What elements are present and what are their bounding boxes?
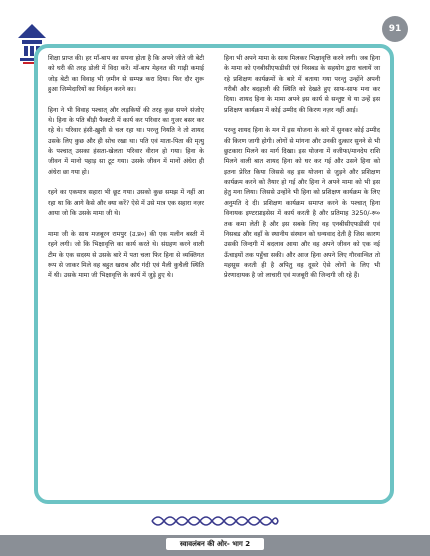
footer-title: स्वावलंबन की ओर- भाग 2 [166, 538, 264, 550]
paragraph: हिना ने भी विवाह पश्चात् और लड़कियों की तरह कुछ सपने संजोए थे। हिना के पति बीड़ी फैक्टरी में कार्य कर परिवार का गुजर बसर कर रहे थे। परिवार हंसी-ख़ुशी से चल रहा था। परन्तु नियति ने तो शायद उसके लिए कुछ और ही सोच रखा था। पति एवं माता-पिता की मृत्यु के पश्चात् उसका हंसता-खेलता परिवार वीरान हो गया। हिना के जीवन में मानो पहाड़ सा टूट गया। उसके जीवन में मानों अंधेरा ही अंधेरा छा गया हो। [48, 106, 204, 176]
paragraph: शिक्षा प्राप्त की। हर माँ-बाप का सपना होता है कि अपने जीते जी बेटी को घरी की तरह डोली में विदा करें। माँ-बाप मेहनत की गाढ़ी कमाई जोड़ बेटी का विवाह भी ज़मीन से सम्पन्न करा दिया। फिर दौर शुरू हुआ जिम्मेदारियों का निर्वहन करने का। [48, 55, 204, 94]
page-number-badge: 91 [382, 16, 408, 42]
paragraph: परन्तु शायद हिना के मन में इस योजना के बारे में सुनकर कोई उम्मीद की किरण जागी होगी। लोगों से मांगना और उनकी दुत्कार सुनने से भी छुटकारा मिलने का मार्ग दिखा। इस योजना में वजीफा/मानदेय राशि मिलने वाली बात शायद हिना को घर कर गई और उसने हिना को इतना प्रेरित किया जिससे वह इस योजना से जुड़ने और प्रशिक्षण कार्यक्रम करने को तैयार हो गई और हिना ने अपने मामा को भी इस हेतु मना लिया। जिससे उन्होंने भी हिना को प्रशिक्षण कार्यक्रम के लिए अनुमति दे दी। प्रशिक्षण कार्यक्रम समाप्त करने के पश्चात् हिना विनायक इण्टरप्राइसेस में कार्य करती है और प्रतिमाह 3250/-रू० तक कमा लेती है और इस सबके लिए वह एनबीसीएफडीसी एवं निसबड और वहाँ के स्थानीय संस्थान को धन्यवाद देती है जिस कारण उसकी जिन्दगी में बदलाव आया और वह अपने जीवन को एक नई ऊँचाइयों तक पहुँचा सकी। और आज हिना अपने लिए गौरवान्वित तो महसूस करती ही है अपितु वह दूसरे ऐसे लोगों के लिए भी प्रेरणादायक है जो लाचारी एवं मजबूरी की जिन्दगी जी रहे हैं। [224, 127, 380, 280]
footer [0, 537, 430, 551]
left-column [48, 54, 204, 494]
paragraph: रहने का एकमात्र सहारा भी छूट गया। उसको कुछ समझ में नहीं आ रहा था कि आगे कैसे और क्या करें? ऐसे में उसे मात्र एक सहारा नज़र आया जो कि उसके मामा जी थे। [48, 189, 204, 218]
paragraph: हिना भी अपने मामा के साथ मिलकर भिक्षावृत्ति करने लगी। जब हिना के मामा को एनबीसीएफडीसी एवं निसबड के सहयोग द्वारा चलायें जा रहे प्रशिक्षण कार्यक्रमों के बारे में बताया गया परन्तु उन्होंने अपनी गरीबी और बदहाली की स्थिति को देखते हुए साफ-साफ मना कर दिया। शायद हिना के मामा अपने इस कार्य से सन्तुष्ट थे या उन्हें इस प्रशिक्षण कार्यक्रम में कोई उम्मीद की किरण नज़र नहीं आई। [224, 55, 380, 114]
paragraph: मामा जी के साथ मजबूरन रामपुर (उ.प्र०) की एक मलीन बस्ती में रहने लगी। जो कि भिक्षावृत्ति का कार्य करते थे। संग्रहण करने वाली टीम के एक सदस्य से उसके बारे में पता चला फिर हिना से व्यक्तिगत रूप से जाकर मिले वह बहुत खराब और गंदी एवं मैली कुचैली स्थिति में थी। उसके मामा जी भिक्षावृत्ति के कार्य में जुड़े हुए थे। [48, 230, 204, 280]
decorative-border-icon [150, 511, 280, 531]
right-column [224, 54, 380, 494]
